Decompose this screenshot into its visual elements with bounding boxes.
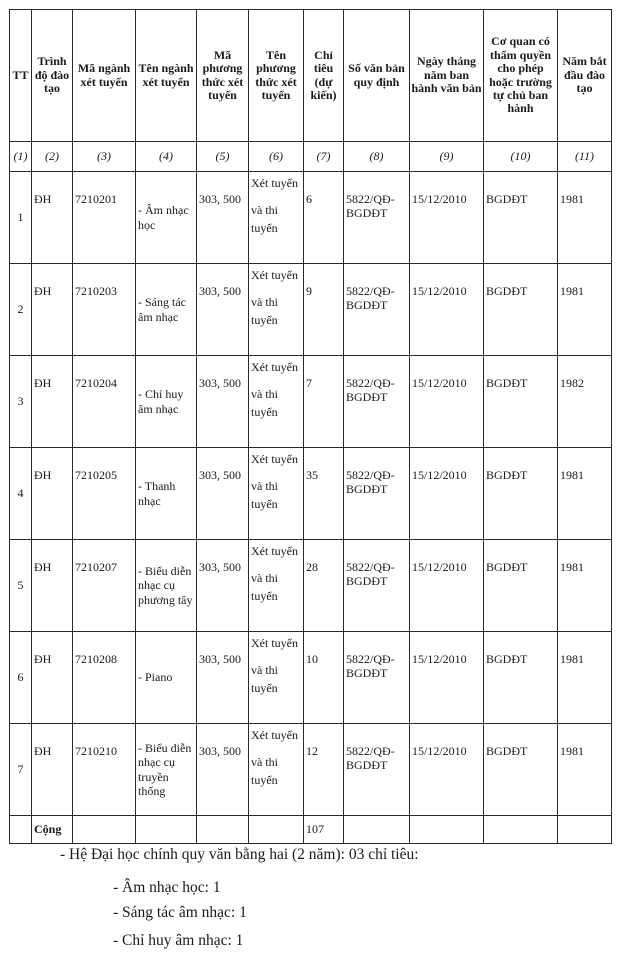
col-header-tt: TT (10, 10, 32, 142)
row-doc-date: 15/12/2010 (410, 172, 484, 264)
row-authority: BGDĐT (484, 448, 558, 540)
row-code: 7210207 (73, 540, 136, 632)
empty-cell (136, 816, 197, 844)
table-row (10, 172, 612, 264)
row-name: - Piano (136, 632, 197, 724)
row-level: ĐH (32, 724, 73, 816)
row-start-year: 1981 (558, 448, 612, 540)
note-item: - Sáng tác âm nhạc: 1 (113, 904, 247, 921)
row-level: ĐH (32, 540, 73, 632)
header-row (10, 10, 612, 142)
row-code: 7210205 (73, 448, 136, 540)
row-level: ĐH (32, 172, 73, 264)
col-header-doc-date: Ngày tháng năm ban hành văn bản (410, 10, 484, 142)
method-name-part: và thi tuyển (251, 202, 278, 236)
row-tt: 2 (10, 264, 32, 356)
row-method-name (249, 724, 304, 816)
row-doc-no: 5822/QĐ-BGDĐT (344, 356, 410, 448)
method-name-part: và thi tuyển (251, 754, 278, 788)
row-name: - Biểu diễn nhạc cụ truyền thống (136, 724, 197, 816)
row-doc-date: 15/12/2010 (410, 356, 484, 448)
col-number: (3) (73, 142, 136, 172)
col-header-doc-no: Số văn bản quy định (344, 10, 410, 142)
row-method-code: 303, 500 (197, 264, 249, 356)
row-quota: 7 (304, 356, 344, 448)
col-number: (7) (304, 142, 344, 172)
row-level: ĐH (32, 448, 73, 540)
row-doc-no: 5822/QĐ-BGDĐT (344, 172, 410, 264)
row-doc-date: 15/12/2010 (410, 724, 484, 816)
row-tt: 5 (10, 540, 32, 632)
empty-cell (73, 816, 136, 844)
col-header-start-year: Năm bắt đầu đào tạo (558, 10, 612, 142)
admission-table (9, 9, 612, 844)
table-row (10, 724, 612, 816)
method-name-part: Xét tuyển (251, 636, 298, 650)
row-authority: BGDĐT (484, 724, 558, 816)
row-quota: 12 (304, 724, 344, 816)
col-header-level: Trình độ đào tạo (32, 10, 73, 142)
total-label: Cộng (32, 816, 73, 844)
row-start-year: 1981 (558, 540, 612, 632)
row-doc-no: 5822/QĐ-BGDĐT (344, 264, 410, 356)
row-doc-date: 15/12/2010 (410, 632, 484, 724)
method-name-part: Xét tuyển (251, 728, 298, 742)
col-number: (4) (136, 142, 197, 172)
row-quota: 35 (304, 448, 344, 540)
empty-cell (197, 816, 249, 844)
empty-cell (344, 816, 410, 844)
table-row (10, 540, 612, 632)
row-name: - Sáng tác âm nhạc (136, 264, 197, 356)
empty-cell (10, 816, 32, 844)
col-number: (10) (484, 142, 558, 172)
table-row (10, 448, 612, 540)
row-start-year: 1981 (558, 264, 612, 356)
row-code: 7210204 (73, 356, 136, 448)
row-method-code: 303, 500 (197, 724, 249, 816)
row-start-year: 1981 (558, 172, 612, 264)
row-code: 7210201 (73, 172, 136, 264)
row-authority: BGDĐT (484, 356, 558, 448)
row-code: 7210208 (73, 632, 136, 724)
col-number: (2) (32, 142, 73, 172)
col-header-quota: Chỉ tiêu (dự kiến) (304, 10, 344, 142)
row-level: ĐH (32, 264, 73, 356)
method-name-part: và thi tuyển (251, 478, 278, 512)
row-method-code: 303, 500 (197, 540, 249, 632)
col-number: (1) (10, 142, 32, 172)
row-method-code: 303, 500 (197, 448, 249, 540)
table-row (10, 264, 612, 356)
row-doc-date: 15/12/2010 (410, 264, 484, 356)
col-header-name: Tên ngành xét tuyển (136, 10, 197, 142)
row-method-name (249, 448, 304, 540)
row-code: 7210203 (73, 264, 136, 356)
row-name: - Âm nhạc học (136, 172, 197, 264)
method-name-part: Xét tuyển (251, 268, 298, 282)
total-row (10, 816, 612, 844)
col-header-authority: Cơ quan có thẩm quyền cho phép hoặc trường tự chủ ban hành (484, 10, 558, 142)
table-row (10, 632, 612, 724)
col-number: (11) (558, 142, 612, 172)
row-quota: 28 (304, 540, 344, 632)
col-header-code: Mã ngành xét tuyển (73, 10, 136, 142)
row-authority: BGDĐT (484, 540, 558, 632)
row-doc-no: 5822/QĐ-BGDĐT (344, 724, 410, 816)
method-name-part: và thi tuyển (251, 570, 278, 604)
table-row (10, 356, 612, 448)
method-name-part: Xét tuyển (251, 360, 298, 374)
col-number: (8) (344, 142, 410, 172)
row-method-name (249, 264, 304, 356)
row-quota: 9 (304, 264, 344, 356)
row-name: - Thanh nhạc (136, 448, 197, 540)
row-method-code: 303, 500 (197, 632, 249, 724)
row-method-name (249, 172, 304, 264)
note-item: - Chỉ huy âm nhạc: 1 (113, 932, 244, 949)
row-authority: BGDĐT (484, 632, 558, 724)
col-number: (9) (410, 142, 484, 172)
row-doc-date: 15/12/2010 (410, 448, 484, 540)
row-name: - Chỉ huy âm nhạc (136, 356, 197, 448)
row-tt: 1 (10, 172, 32, 264)
row-level: ĐH (32, 356, 73, 448)
column-number-row (10, 142, 612, 172)
row-doc-no: 5822/QĐ-BGDĐT (344, 448, 410, 540)
row-name: - Biểu diễn nhạc cụ phương tây (136, 540, 197, 632)
row-tt: 7 (10, 724, 32, 816)
empty-cell (410, 816, 484, 844)
row-tt: 4 (10, 448, 32, 540)
note-line-1: - Hệ Đại học chính quy văn bằng hai (2 năm): 03 chỉ tiêu: (60, 846, 419, 863)
row-authority: BGDĐT (484, 172, 558, 264)
row-start-year: 1981 (558, 632, 612, 724)
row-tt: 6 (10, 632, 32, 724)
row-start-year: 1981 (558, 724, 612, 816)
method-name-part: và thi tuyển (251, 386, 278, 420)
row-method-name (249, 632, 304, 724)
row-quota: 10 (304, 632, 344, 724)
row-authority: BGDĐT (484, 264, 558, 356)
method-name-part: Xét tuyển (251, 452, 298, 466)
row-start-year: 1982 (558, 356, 612, 448)
method-name-part: Xét tuyển (251, 544, 298, 558)
row-doc-no: 5822/QĐ-BGDĐT (344, 632, 410, 724)
col-number: (5) (197, 142, 249, 172)
col-header-method-code: Mã phương thức xét tuyển (197, 10, 249, 142)
row-method-code: 303, 500 (197, 172, 249, 264)
row-method-code: 303, 500 (197, 356, 249, 448)
row-level: ĐH (32, 632, 73, 724)
empty-cell (249, 816, 304, 844)
empty-cell (558, 816, 612, 844)
row-doc-no: 5822/QĐ-BGDĐT (344, 540, 410, 632)
row-tt: 3 (10, 356, 32, 448)
empty-cell (484, 816, 558, 844)
row-doc-date: 15/12/2010 (410, 540, 484, 632)
col-header-method-name: Tên phương thức xét tuyển (249, 10, 304, 142)
row-method-name (249, 356, 304, 448)
row-method-name (249, 540, 304, 632)
total-quota: 107 (304, 816, 344, 844)
note-item: - Âm nhạc học: 1 (113, 879, 221, 896)
col-number: (6) (249, 142, 304, 172)
row-code: 7210210 (73, 724, 136, 816)
method-name-part: và thi tuyển (251, 662, 278, 696)
method-name-part: và thi tuyển (251, 294, 278, 328)
method-name-part: Xét tuyển (251, 176, 298, 190)
row-quota: 6 (304, 172, 344, 264)
